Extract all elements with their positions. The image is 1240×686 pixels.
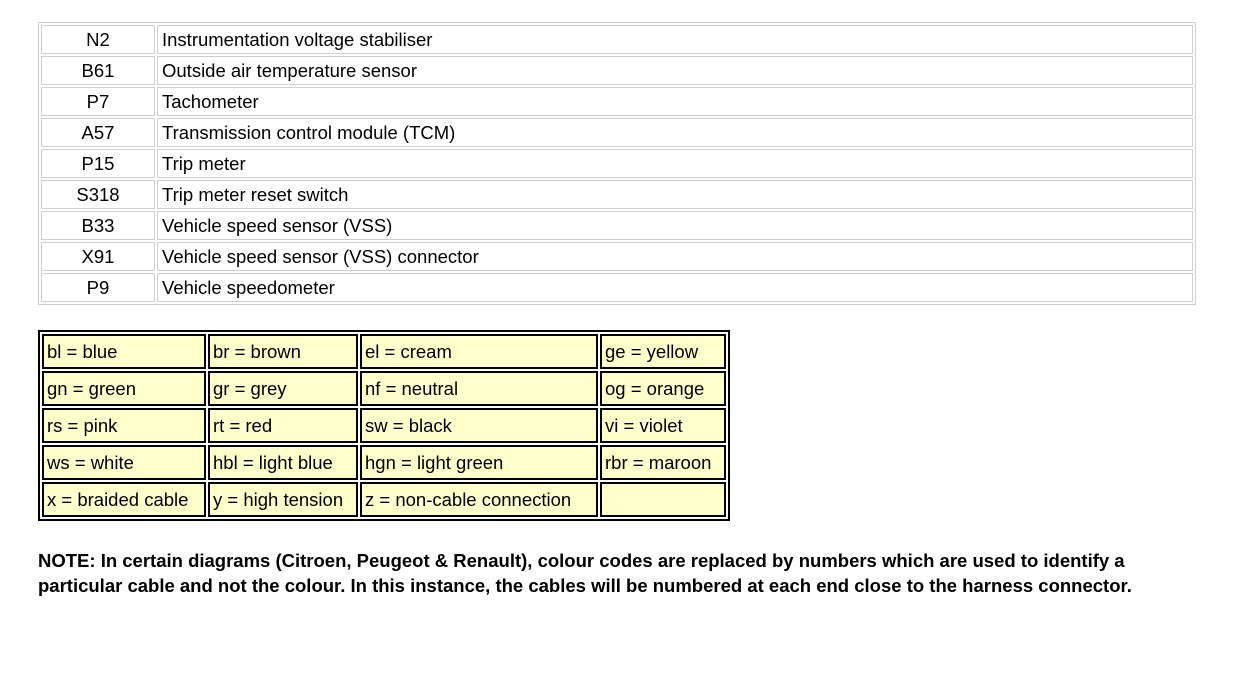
legend-row: [42, 408, 726, 443]
legend-cell: z = non-cable connection: [360, 482, 598, 517]
legend-cell: rt = red: [208, 408, 358, 443]
component-code: X91: [41, 242, 155, 271]
legend-cell: nf = neutral: [360, 371, 598, 406]
legend-row: [42, 371, 726, 406]
component-description: Vehicle speedometer: [157, 273, 1193, 302]
table-row: [41, 87, 1193, 116]
table-row: [41, 56, 1193, 85]
component-code: B61: [41, 56, 155, 85]
component-description: Outside air temperature sensor: [157, 56, 1193, 85]
legend-row: [42, 334, 726, 369]
colour-code-legend: [38, 330, 730, 521]
legend-row: [42, 482, 726, 517]
colour-code-note: NOTE: In certain diagrams (Citroen, Peugeot & Renault), colour codes are replaced by numbers which are used to identify a particular cable and not the colour. In this instance, the cables will be numbered at each end close to the harness connector.: [38, 550, 1132, 596]
component-description: Vehicle speed sensor (VSS): [157, 211, 1193, 240]
legend-cell: vi = violet: [600, 408, 726, 443]
component-code: S318: [41, 180, 155, 209]
legend-cell: hgn = light green: [360, 445, 598, 480]
component-code: P15: [41, 149, 155, 178]
legend-cell: el = cream: [360, 334, 598, 369]
legend-cell: rs = pink: [42, 408, 206, 443]
legend-cell: ge = yellow: [600, 334, 726, 369]
component-description: Transmission control module (TCM): [157, 118, 1193, 147]
legend-cell: og = orange: [600, 371, 726, 406]
legend-cell: gn = green: [42, 371, 206, 406]
component-code: A57: [41, 118, 155, 147]
table-row: [41, 118, 1193, 147]
table-row: [41, 211, 1193, 240]
component-description: Vehicle speed sensor (VSS) connector: [157, 242, 1193, 271]
table-row: [41, 242, 1193, 271]
legend-cell: y = high tension: [208, 482, 358, 517]
legend-cell: bl = blue: [42, 334, 206, 369]
table-row: [41, 149, 1193, 178]
table-row: [41, 180, 1193, 209]
component-description: Trip meter reset switch: [157, 180, 1193, 209]
legend-cell: hbl = light blue: [208, 445, 358, 480]
legend-cell: sw = black: [360, 408, 598, 443]
component-code: N2: [41, 25, 155, 54]
component-list-table: [38, 22, 1196, 305]
component-description: Instrumentation voltage stabiliser: [157, 25, 1193, 54]
component-description: Tachometer: [157, 87, 1193, 116]
legend-cell-empty: [600, 482, 726, 517]
component-code: P9: [41, 273, 155, 302]
legend-row: [42, 445, 726, 480]
component-description: Trip meter: [157, 149, 1193, 178]
table-row: [41, 25, 1193, 54]
legend-cell: ws = white: [42, 445, 206, 480]
legend-cell: x = braided cable: [42, 482, 206, 517]
legend-cell: rbr = maroon: [600, 445, 726, 480]
legend-cell: gr = grey: [208, 371, 358, 406]
component-code: B33: [41, 211, 155, 240]
legend-cell: br = brown: [208, 334, 358, 369]
table-row: [41, 273, 1193, 302]
component-code: P7: [41, 87, 155, 116]
